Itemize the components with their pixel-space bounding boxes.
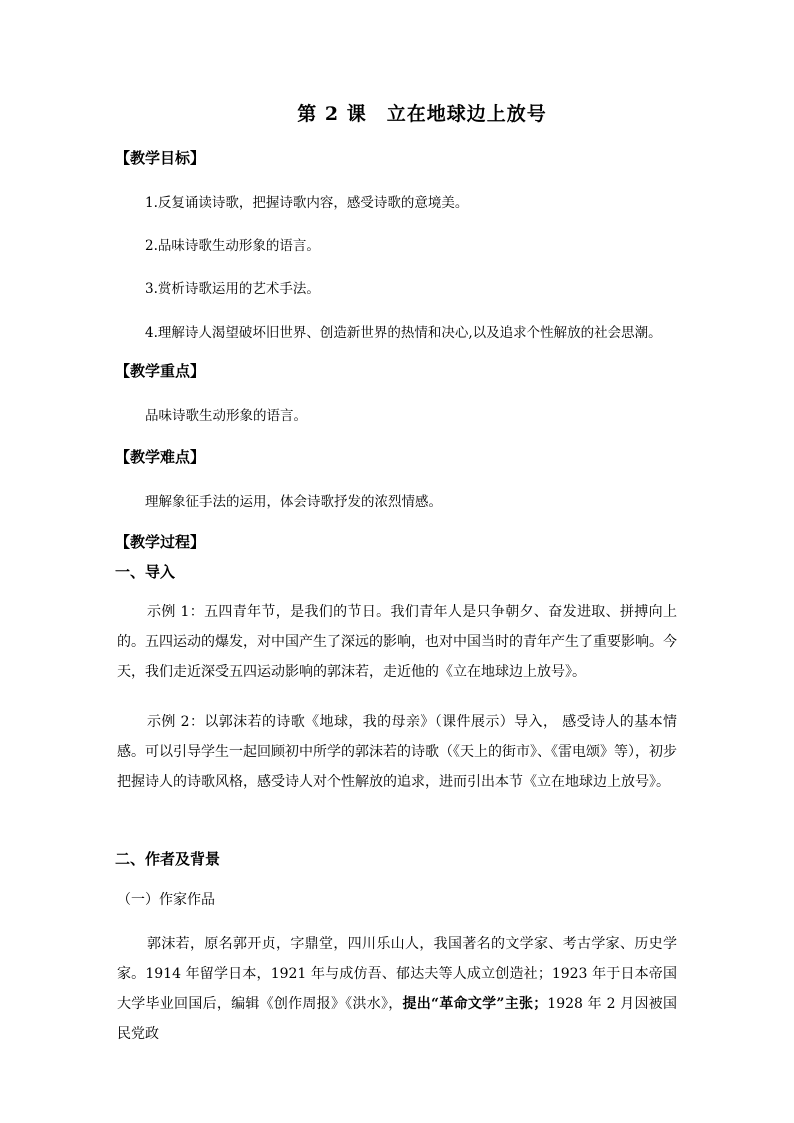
- objective-item-3: 3.赏析诗歌运用的艺术手法。: [145, 281, 320, 297]
- intro-heading: 一、导入: [115, 563, 176, 581]
- intro-example-2: 示例 2：以郭沫若的诗歌《地球，我的母亲》（课件展示）导入， 感受诗人的基本情感。可以引导学生一起回顾初中所学的郭沫若的诗歌（《天上的街市》、《雷电颂》等），初步把握诗人的诗歌风格，感受诗人对个性解放的追求，进而引出本节《立在地球边上放号》。: [117, 714, 677, 790]
- key-points-heading: 【教学重点】: [115, 362, 206, 380]
- difficulties-text: 理解象征手法的运用，体会诗歌抒发的浓烈情感。: [145, 494, 442, 510]
- objective-item-4: 4.理解诗人渴望破坏旧世界、创造新世界的热情和决心,以及追求个性解放的社会思潮。: [145, 325, 662, 341]
- objectives-heading: 【教学目标】: [115, 149, 206, 167]
- author-heading: 二、作者及背景: [115, 850, 221, 868]
- author-subheading: （一）作家作品: [117, 892, 215, 908]
- objective-item-1: 1.反复诵读诗歌，把握诗歌内容，感受诗歌的意境美。: [145, 195, 469, 211]
- author-paragraph-end: 1928 年 2 月因被国民党政: [117, 996, 678, 1042]
- author-paragraph-start: 郭沫若，原名郭开贞，字鼎堂，四川乐山人，我国著名的文学家、考古学家、历史学家。1914 年留学日本，1921 年与成仿吾、郁达夫等人成立创造社；1923 年于日本帝国大学毕业回国后，编辑《创作周报》《洪水》，: [117, 936, 677, 1012]
- author-paragraph-bold: 提出“革命文学”主张；: [402, 996, 548, 1012]
- process-heading: 【教学过程】: [115, 533, 206, 551]
- key-points-text: 品味诗歌生动形象的语言。: [145, 408, 307, 424]
- intro-example-1: 示例 1：五四青年节，是我们的节日。我们青年人是只争朝夕、奋发进取、拼搏向上的。五四运动的爆发，对中国产生了深远的影响，也对中国当时的青年产生了重要影响。今天，我们走近深受五四运动影响的郭沫若，走近他的《立在地球边上放号》。: [117, 604, 677, 680]
- lesson-title: 第 2 课 立在地球边上放号: [297, 103, 547, 125]
- author-paragraph: [117, 929, 677, 1049]
- difficulties-heading: 【教学难点】: [115, 448, 206, 466]
- objective-item-2: 2.品味诗歌生动形象的语言。: [145, 238, 320, 254]
